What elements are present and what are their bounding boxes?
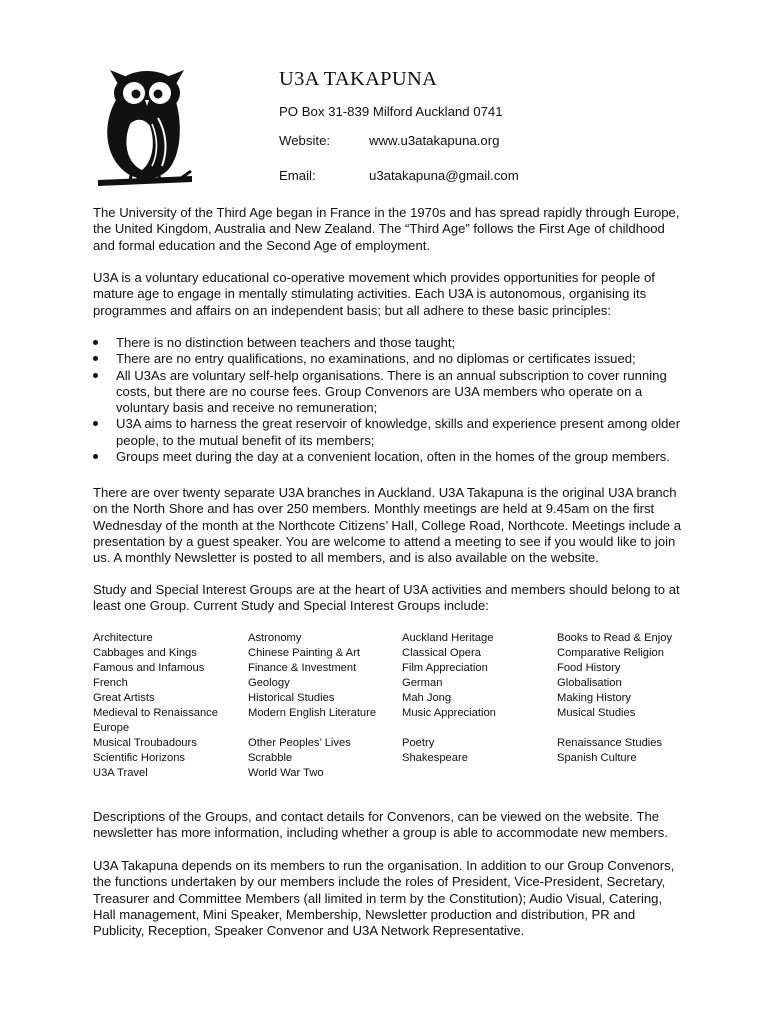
movement-text: U3A is a voluntary educational co-operative movement which provides opportunities for people of mature age to engage in mentally stimulating activities. Each U3A is autonomous, organising its programmes and affairs on an independent basis; but all adhere to these basic principles:: [93, 270, 655, 318]
group-item: Making History: [557, 692, 631, 704]
group-item-empty: [248, 721, 398, 736]
intro-text: The University of the Third Age began in France in the 1970s and has spread rapidly through Europe, the United Kingdom, Australia and New Zealand. The “Third Age” follows the First Age of childhood and formal education and the Second Age of employment.: [93, 205, 680, 253]
group-item: Cabbages and Kings: [93, 647, 197, 659]
group-item: French: [93, 677, 128, 689]
organisation-text: U3A Takapuna depends on its members to run the organisation. In addition to our Group Convenors, the functions undertaken by our members include the roles of President, Vice-President, Secretary, Treasurer and Committee Members (all limited in term by the Constitution); Audio Visual, Catering, Hall management, Mini Speaker, Membership, Newsletter production and distribution, PR and Publicity, Reception, Speaker Convenor and U3A Network Representative.: [93, 858, 675, 939]
group-item: Classical Opera: [402, 647, 481, 659]
group-item: Music Appreciation: [402, 707, 496, 719]
group-item: Musical Studies: [557, 707, 636, 719]
group-item: Scrabble: [248, 752, 293, 764]
group-item: Renaissance Studies: [557, 737, 663, 749]
group-item: Film Appreciation: [402, 662, 488, 674]
group-item: Medieval to Renaissance Europe: [93, 707, 218, 734]
group-item: Globalisation: [557, 677, 622, 689]
list-item: There are no entry qualifications, no examinations, and no diplomas or certificates issued;: [93, 351, 683, 367]
movement-paragraph: [93, 270, 683, 319]
group-item-empty: [557, 721, 717, 736]
groups-intro-paragraph: [93, 582, 683, 615]
group-item: Poetry: [402, 737, 435, 749]
group-item: Finance & Investment: [248, 662, 357, 674]
owl-on-branch-icon: [96, 66, 196, 196]
group-item: World War Two: [248, 767, 324, 779]
email-link[interactable]: u3atakapuna@gmail.com: [369, 168, 519, 183]
email-label: Email:: [279, 168, 316, 183]
group-item: Comparative Religion: [557, 647, 664, 659]
bullet-icon: [93, 421, 98, 426]
group-item: Famous and Infamous: [93, 662, 205, 674]
groups-intro-text: Study and Special Interest Groups are at the heart of U3A activities and members should belong to at least one Group. Current Study and Special Interest Groups include:: [93, 582, 680, 614]
groups-column-3: [402, 631, 552, 766]
group-item: Geology: [248, 677, 290, 689]
intro-paragraph: [93, 205, 683, 254]
group-item-empty: [402, 721, 552, 736]
groups-column-2: [248, 631, 398, 781]
group-item: Shakespeare: [402, 752, 468, 764]
group-item: Spanish Culture: [557, 752, 637, 764]
group-item: Modern English Literature: [248, 707, 377, 719]
branches-text: There are over twenty separate U3A branches in Auckland. U3A Takapuna is the original U3A branch on the North Shore and has over 250 members. Monthly meetings are held at 9.45am on the first Wednesday of the month at the Northcote Citizens’ Hall, College Road, Northcote. Meetings include a presentation by a guest speaker. You are welcome to attend a meeting to see if you would like to join us. A monthly Newsletter is posted to all members, and is also available on the website.: [93, 485, 682, 566]
postal-address: PO Box 31-839 Milford Auckland 0741: [279, 104, 503, 119]
group-item: Architecture: [93, 632, 153, 644]
group-item: Auckland Heritage: [402, 632, 494, 644]
bullet-icon: [93, 373, 98, 378]
bullet-icon: [93, 454, 98, 459]
bullet-icon: [93, 356, 98, 361]
group-item: Food History: [557, 662, 621, 674]
groups-column-4: [557, 631, 717, 766]
group-item: Scientific Horizons: [93, 752, 186, 764]
list-item: All U3As are voluntary self-help organisations. There is an annual subscription to cover running costs, but there are no course fees. Group Convenors are U3A members who operate on a voluntary basis and receive no remuneration;: [93, 368, 683, 417]
group-item: U3A Travel: [93, 767, 148, 779]
descriptions-paragraph: [93, 809, 683, 842]
website-link[interactable]: www.u3atakapuna.org: [369, 133, 500, 148]
group-item: Historical Studies: [248, 692, 335, 704]
group-item: Other Peoples’ Lives: [248, 737, 351, 749]
list-item: U3A aims to harness the great reservoir of knowledge, skills and experience present among older people, to the mutual benefit of its members;: [93, 416, 683, 449]
group-item: Mah Jong: [402, 692, 452, 704]
groups-column-1: [93, 631, 243, 781]
organisation-paragraph: [93, 858, 683, 939]
group-item: Astronomy: [248, 632, 302, 644]
list-item: There is no distinction between teachers and those taught;: [93, 335, 683, 351]
group-item: Chinese Painting & Art: [248, 647, 360, 659]
branches-paragraph: [93, 485, 683, 566]
organisation-title: U3A TAKAPUNA: [279, 68, 438, 90]
website-label: Website:: [279, 133, 331, 148]
list-item: Groups meet during the day at a convenient location, often in the homes of the group members.: [93, 449, 683, 465]
descriptions-text: Descriptions of the Groups, and contact details for Convenors, can be viewed on the website. The newsletter has more information, including whether a group is able to accommodate new members.: [93, 809, 668, 841]
group-item: Books to Read & Enjoy: [557, 632, 673, 644]
group-item: Musical Troubadours: [93, 737, 197, 749]
bullet-icon: [93, 340, 98, 345]
principles-list: [93, 335, 683, 465]
group-item: German: [402, 677, 443, 689]
group-item: Great Artists: [93, 692, 155, 704]
